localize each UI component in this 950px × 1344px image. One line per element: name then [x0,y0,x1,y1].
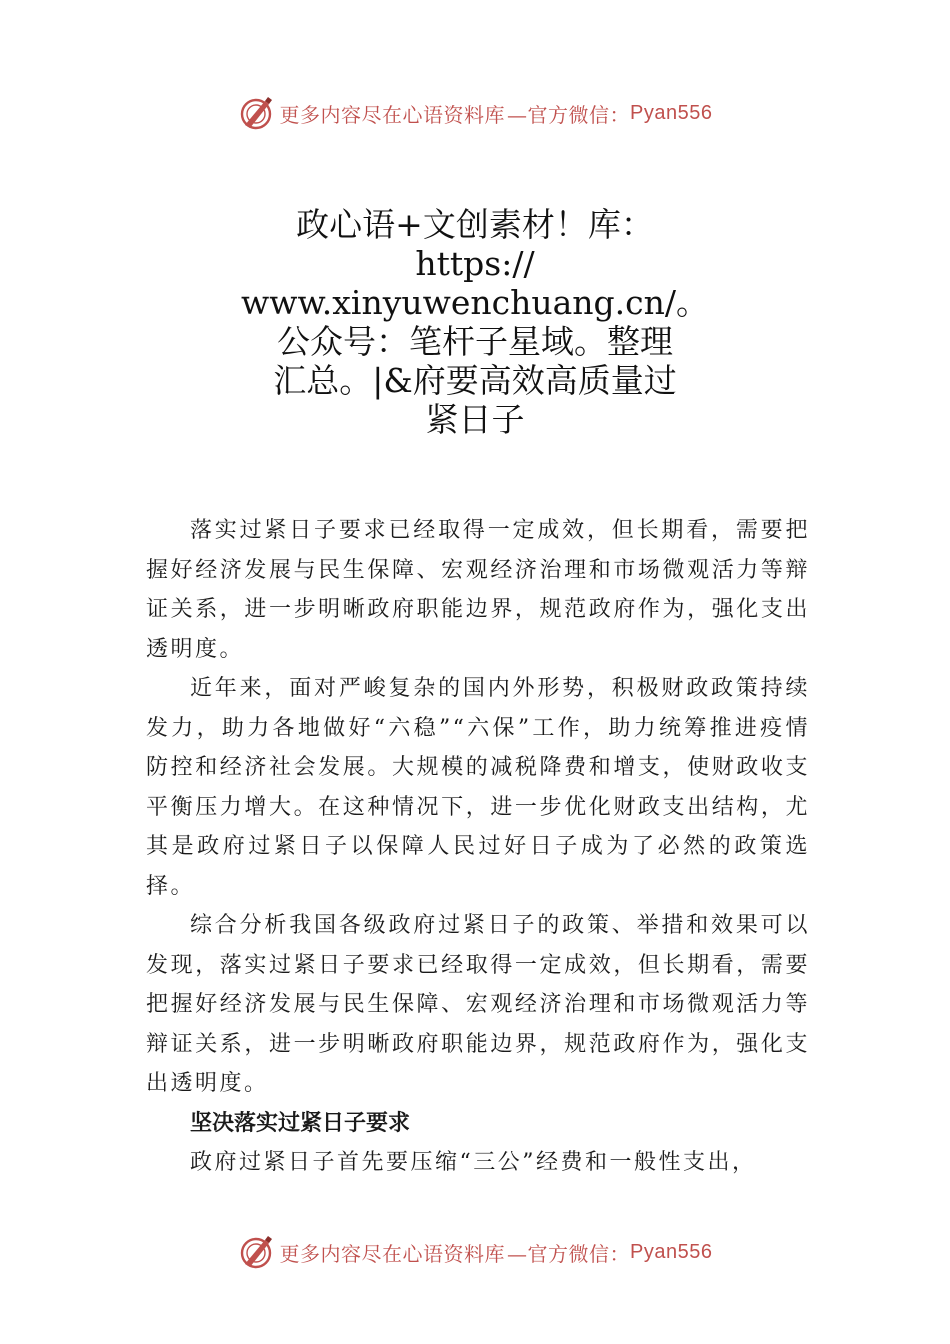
title-line: 政心语+文创素材！库： [296,205,654,244]
header-banner [0,93,950,133]
title-line: https:// [415,244,535,283]
banner-text: 更多内容尽在心语资料库 [279,1241,506,1266]
title-line: 汇总。|&府要高效高质量过 [273,361,677,400]
banner-contact: Pyan556 [630,1240,713,1263]
title-line: 公众号：笔杆子星域。整理 [277,322,673,361]
paragraph: 落实过紧日子要求已经取得一定成效，但长期看，需要把握好经济发展与民生保障、宏观经济治理和市场微观活力等辩证关系，进一步明晰政府职能边界，规范政府作为，强化支出透明度。 [146,518,810,662]
document-title [200,205,750,439]
title-line: www.xinyuwenchuang.cn/。 [240,283,710,322]
paragraph: 政府过紧日子首先要压缩“三公”经费和一般性支出， [190,1150,757,1175]
banner-text: 更多内容尽在心语资料库 [279,102,506,127]
paragraph: 综合分析我国各级政府过紧日子的政策、举措和效果可以发现，落实过紧日子要求已经取得一定成效，但长期看，需要把握好经济发展与民生保障、宏观经济治理和市场微观活力等辩证关系，进一步明晰政府职能边界，规范政府作为，强化支出透明度。 [146,913,810,1096]
pen-seal-icon [238,95,274,131]
document-body [146,511,810,1183]
pen-seal-icon [238,1234,274,1270]
section-heading: 坚决落实过紧日子要求 [190,1110,411,1136]
footer-banner [0,1232,950,1272]
banner-separator: —官方微信： [507,102,631,127]
banner-contact: Pyan556 [630,101,713,124]
paragraph: 近年来，面对严峻复杂的国内外形势，积极财政政策持续发力，助力各地做好“六稳”“六保”工作，助力统筹推进疫情防控和经济社会发展。大规模的减税降费和增支，使财政收支平衡压力增大。在这种情况下，进一步优化财政支出结构，尤其是政府过紧日子以保障人民过好日子成为了必然的政策选择。 [146,676,810,899]
banner-separator: —官方微信： [507,1241,631,1266]
title-line: 紧日子 [425,400,525,439]
